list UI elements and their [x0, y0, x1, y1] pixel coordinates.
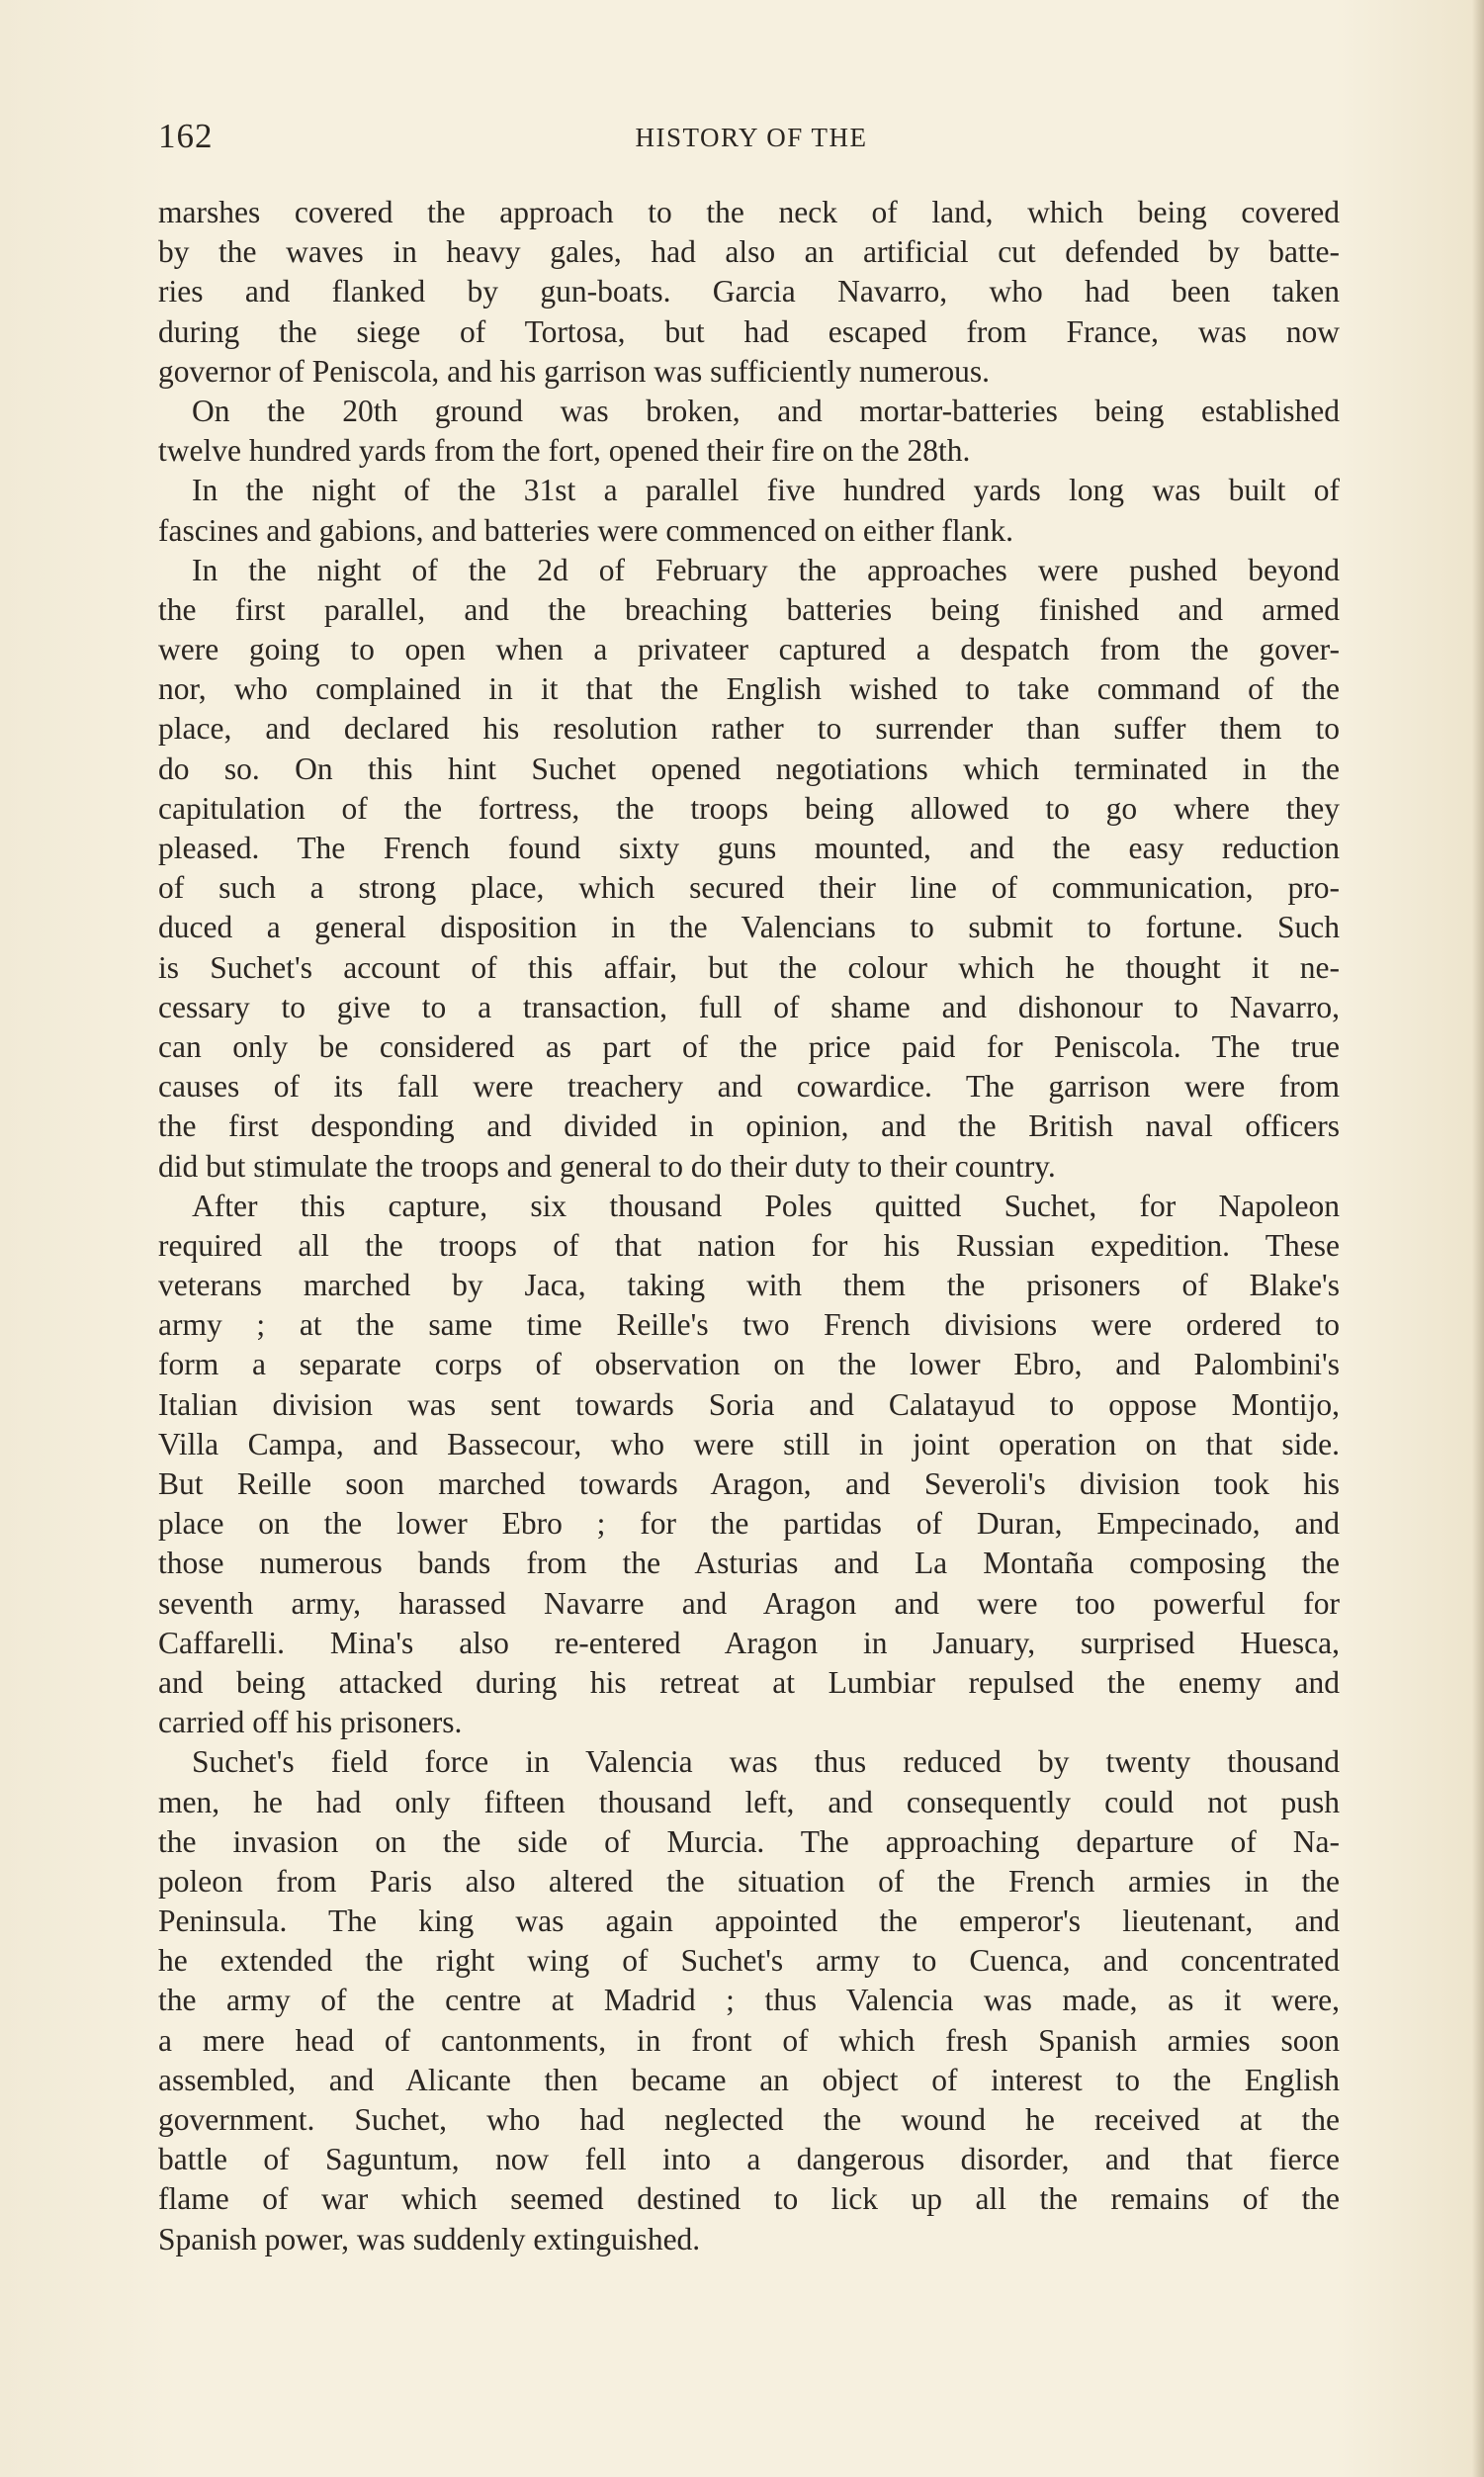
text-line: carried off his prisoners. — [158, 1705, 463, 1740]
text-line: assembled, and Alicante then became an object of interest to the English — [158, 2062, 1340, 2097]
text-line: ries and flanked by gun-boats. Garcia Navarro, who had been taken — [158, 274, 1340, 310]
text-line: men, he had only fifteen thousand left, and consequently could not push — [158, 1784, 1340, 1819]
text-line: the first desponding and divided in opinion, and the British naval officers — [158, 1108, 1340, 1144]
text-line: those numerous bands from the Asturias and La Montaña composing the — [158, 1546, 1340, 1581]
text-line: a mere head of cantonments, in front of which fresh Spanish armies soon — [158, 2022, 1340, 2058]
paragraph — [158, 392, 1340, 471]
text-line: the army of the centre at Madrid ; thus Valencia was made, as it were, — [158, 1983, 1340, 2018]
page-header — [158, 117, 1345, 166]
text-line: and being attacked during his retreat at Lumbiar repulsed the enemy and — [158, 1664, 1340, 1700]
text-line: the first parallel, and the breaching batteries being finished and armed — [158, 591, 1340, 627]
text-line: On the 20th ground was broken, and mortar-batteries being established — [192, 393, 1340, 428]
text-line: place on the lower Ebro ; for the partidas of Duran, Empecinado, and — [158, 1506, 1340, 1542]
text-line: In the night of the 31st a parallel five hundred yards long was built of — [192, 473, 1340, 508]
paragraph — [158, 1187, 1340, 1743]
text-line: Spanish power, was suddenly extinguished. — [158, 2221, 701, 2256]
text-line: flame of war which seemed destined to lick up all the remains of the — [158, 2181, 1340, 2217]
text-line: he extended the right wing of Suchet's army to Cuenca, and concentrated — [158, 1943, 1340, 1979]
text-line: is Suchet's account of this affair, but the colour which he thought it ne- — [158, 949, 1340, 985]
text-line: were going to open when a privateer captured a despatch from the gover- — [158, 632, 1340, 667]
text-line: capitulation of the fortress, the troops being allowed to go where they — [158, 790, 1340, 826]
paragraph — [158, 551, 1340, 1187]
body-text — [158, 193, 1340, 2259]
text-line: did but stimulate the troops and general to do their duty to their country. — [158, 1148, 1056, 1184]
text-line: during the siege of Tortosa, but had escaped from France, was now — [158, 313, 1340, 349]
text-line: seventh army, harassed Navarre and Aragon and were too powerful for — [158, 1585, 1340, 1621]
text-line: form a separate corps of observation on the lower Ebro, and Palombini's — [158, 1347, 1340, 1382]
text-line: place, and declared his resolution rather to surrender than suffer them to — [158, 711, 1340, 747]
text-line: governor of Peniscola, and his garrison was sufficiently numerous. — [158, 353, 990, 389]
text-line: can only be considered as part of the price paid for Peniscola. The true — [158, 1028, 1340, 1064]
text-line: government. Suchet, who had neglected the wound he received at the — [158, 2102, 1340, 2137]
text-line: veterans marched by Jaca, taking with them the prisoners of Blake's — [158, 1268, 1340, 1303]
text-line: by the waves in heavy gales, had also an artificial cut defended by batte- — [158, 234, 1340, 270]
text-line: do so. On this hint Suchet opened negotiations which terminated in the — [158, 751, 1340, 786]
text-line: cessary to give to a transaction, full of shame and dishonour to Navarro, — [158, 989, 1340, 1024]
text-line: fascines and gabions, and batteries were commenced on either flank. — [158, 512, 1014, 548]
text-line: After this capture, six thousand Poles quitted Suchet, for Napoleon — [192, 1188, 1340, 1223]
text-line: causes of its fall were treachery and cowardice. The garrison were from — [158, 1069, 1340, 1105]
text-line: But Reille soon marched towards Aragon, and Severoli's division took his — [158, 1466, 1340, 1501]
text-line: Italian division was sent towards Soria and Calatayud to oppose Montijo, — [158, 1386, 1340, 1422]
text-line: marshes covered the approach to the neck of land, which being covered — [158, 195, 1340, 229]
text-line: In the night of the 2d of February the approaches were pushed beyond — [192, 552, 1340, 587]
text-line: duced a general disposition in the Valencians to submit to fortune. Such — [158, 910, 1340, 945]
text-line: twelve hundred yards from the fort, opened their fire on the 28th. — [158, 433, 971, 469]
page-edge-shadow — [1472, 0, 1484, 2477]
text-line: poleon from Paris also altered the situation of the French armies in the — [158, 1863, 1340, 1899]
paragraph — [158, 1742, 1340, 2258]
paragraph — [158, 471, 1340, 550]
text-line: the invasion on the side of Murcia. The approaching departure of Na- — [158, 1823, 1340, 1859]
text-line: nor, who complained in it that the English wished to take command of the — [158, 671, 1340, 707]
text-line: pleased. The French found sixty guns mounted, and the easy reduction — [158, 831, 1340, 865]
running-head: HISTORY OF THE — [635, 123, 868, 152]
text-line: Caffarelli. Mina's also re-entered Aragon in January, surprised Huesca, — [158, 1625, 1340, 1660]
text-line: battle of Saguntum, now fell into a dangerous disorder, and that fierce — [158, 2142, 1340, 2177]
text-line: Villa Campa, and Bassecour, who were still in joint operation on that side. — [158, 1426, 1340, 1461]
page-number: 162 — [158, 117, 214, 155]
text-line: required all the troops of that nation for his Russian expedition. These — [158, 1227, 1340, 1263]
text-line: Suchet's field force in Valencia was thus reduced by twenty thousand — [192, 1744, 1340, 1780]
text-line: army ; at the same time Reille's two French divisions were ordered to — [158, 1307, 1340, 1343]
text-line: Peninsula. The king was again appointed the emperor's lieutenant, and — [158, 1903, 1340, 1939]
text-line: of such a strong place, which secured their line of communication, pro- — [158, 870, 1340, 906]
paragraph — [158, 193, 1340, 392]
